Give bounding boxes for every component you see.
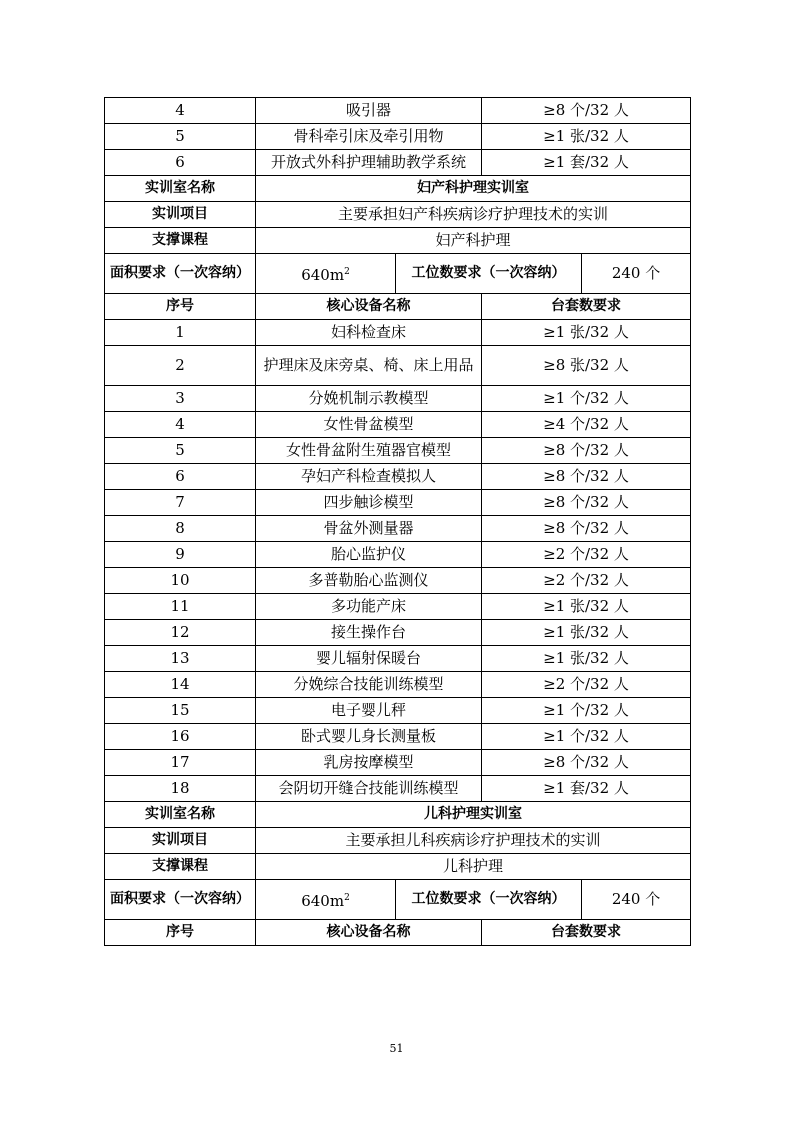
page-number: 51 <box>389 1042 404 1055</box>
header-equipment-name: 核心设备名称 <box>256 920 482 946</box>
equipment-name: 骨科牵引床及牵引用物 <box>256 124 482 150</box>
area-unit-exponent: 2 <box>344 892 350 903</box>
row-label: 实训室名称 <box>105 176 256 202</box>
table-row <box>105 294 691 320</box>
item-number: 9 <box>105 542 256 568</box>
equipment-name: 女性骨盆模型 <box>256 412 482 438</box>
table-row <box>105 464 691 490</box>
quantity-requirement: ≥1 张/32 人 <box>482 620 691 646</box>
row-value: 主要承担妇产科疾病诊疗护理技术的实训 <box>256 202 691 228</box>
header-number: 序号 <box>105 294 256 320</box>
quantity-requirement: ≥8 个/32 人 <box>482 490 691 516</box>
row-label: 支撑课程 <box>105 854 256 880</box>
area-number: 640m <box>301 891 345 910</box>
header-equipment-name: 核心设备名称 <box>256 294 482 320</box>
table-row <box>105 698 691 724</box>
area-label: 面积要求（一次容纳） <box>105 880 256 920</box>
equipment-name: 分娩机制示教模型 <box>256 386 482 412</box>
table-row <box>105 854 691 880</box>
item-number: 4 <box>105 98 256 124</box>
table-row <box>105 776 691 802</box>
equipment-name: 骨盆外测量器 <box>256 516 482 542</box>
equipment-name: 女性骨盆附生殖器官模型 <box>256 438 482 464</box>
equipment-name: 妇科检查床 <box>256 320 482 346</box>
row-value: 主要承担儿科疾病诊疗护理技术的实训 <box>256 828 691 854</box>
quantity-requirement: ≥1 个/32 人 <box>482 724 691 750</box>
table-row <box>105 320 691 346</box>
header-number: 序号 <box>105 920 256 946</box>
table-row <box>105 516 691 542</box>
equipment-name: 会阴切开缝合技能训练模型 <box>256 776 482 802</box>
item-number: 11 <box>105 594 256 620</box>
equipment-name: 接生操作台 <box>256 620 482 646</box>
quantity-requirement: ≥2 个/32 人 <box>482 672 691 698</box>
table-row <box>105 724 691 750</box>
table-row <box>105 124 691 150</box>
equipment-name: 多功能产床 <box>256 594 482 620</box>
item-number: 18 <box>105 776 256 802</box>
row-label: 实训项目 <box>105 202 256 228</box>
quantity-requirement: ≥8 个/32 人 <box>482 438 691 464</box>
quantity-requirement: ≥1 张/32 人 <box>482 124 691 150</box>
quantity-requirement: ≥8 个/32 人 <box>482 464 691 490</box>
area-value <box>256 254 396 294</box>
equipment-name: 四步触诊模型 <box>256 490 482 516</box>
station-label: 工位数要求（一次容纳） <box>396 880 582 920</box>
row-value: 妇产科护理 <box>256 228 691 254</box>
quantity-requirement: ≥8 个/32 人 <box>482 750 691 776</box>
equipment-name: 吸引器 <box>256 98 482 124</box>
row-label: 实训室名称 <box>105 802 256 828</box>
item-number: 12 <box>105 620 256 646</box>
table-row <box>105 412 691 438</box>
quantity-requirement: ≥1 张/32 人 <box>482 594 691 620</box>
station-value: 240 个 <box>582 254 691 294</box>
row-label: 实训项目 <box>105 828 256 854</box>
area-label: 面积要求（一次容纳） <box>105 254 256 294</box>
table-row <box>105 646 691 672</box>
header-quantity: 台套数要求 <box>482 920 691 946</box>
quantity-requirement: ≥1 套/32 人 <box>482 776 691 802</box>
item-number: 5 <box>105 438 256 464</box>
equipment-name: 多普勒胎心监测仪 <box>256 568 482 594</box>
item-number: 2 <box>105 346 256 386</box>
table-row <box>105 386 691 412</box>
equipment-name: 胎心监护仪 <box>256 542 482 568</box>
station-label: 工位数要求（一次容纳） <box>396 254 582 294</box>
table-row <box>105 542 691 568</box>
table-row <box>105 750 691 776</box>
item-number: 15 <box>105 698 256 724</box>
row-value: 儿科护理 <box>256 854 691 880</box>
item-number: 6 <box>105 464 256 490</box>
quantity-requirement: ≥8 个/32 人 <box>482 98 691 124</box>
area-number: 640m <box>301 265 345 284</box>
table-row <box>105 254 691 294</box>
table-row <box>105 176 691 202</box>
table-row <box>105 828 691 854</box>
quantity-requirement: ≥4 个/32 人 <box>482 412 691 438</box>
quantity-requirement: ≥1 套/32 人 <box>482 150 691 176</box>
quantity-requirement: ≥1 张/32 人 <box>482 646 691 672</box>
table-row <box>105 594 691 620</box>
table-row <box>105 228 691 254</box>
equipment-name: 电子婴儿秤 <box>256 698 482 724</box>
equipment-name: 卧式婴儿身长测量板 <box>256 724 482 750</box>
equipment-name: 开放式外科护理辅助教学系统 <box>256 150 482 176</box>
item-number: 17 <box>105 750 256 776</box>
quantity-requirement: ≥8 张/32 人 <box>482 346 691 386</box>
equipment-name: 孕妇产科检查模拟人 <box>256 464 482 490</box>
table-row <box>105 880 691 920</box>
quantity-requirement: ≥8 个/32 人 <box>482 516 691 542</box>
quantity-requirement: ≥1 个/32 人 <box>482 698 691 724</box>
item-number: 6 <box>105 150 256 176</box>
station-value: 240 个 <box>582 880 691 920</box>
area-value <box>256 880 396 920</box>
equipment-name: 护理床及床旁桌、椅、床上用品 <box>256 346 482 386</box>
table-row <box>105 438 691 464</box>
item-number: 3 <box>105 386 256 412</box>
item-number: 13 <box>105 646 256 672</box>
quantity-requirement: ≥2 个/32 人 <box>482 542 691 568</box>
item-number: 1 <box>105 320 256 346</box>
equipment-name: 分娩综合技能训练模型 <box>256 672 482 698</box>
item-number: 14 <box>105 672 256 698</box>
item-number: 16 <box>105 724 256 750</box>
table-row <box>105 98 691 124</box>
row-value: 儿科护理实训室 <box>256 802 691 828</box>
table-row <box>105 802 691 828</box>
equipment-table <box>104 97 691 946</box>
item-number: 5 <box>105 124 256 150</box>
area-unit-exponent: 2 <box>344 266 350 277</box>
row-label: 支撑课程 <box>105 228 256 254</box>
table-row <box>105 672 691 698</box>
row-value: 妇产科护理实训室 <box>256 176 691 202</box>
header-quantity: 台套数要求 <box>482 294 691 320</box>
table-row <box>105 620 691 646</box>
table-row <box>105 568 691 594</box>
quantity-requirement: ≥2 个/32 人 <box>482 568 691 594</box>
quantity-requirement: ≥1 个/32 人 <box>482 386 691 412</box>
item-number: 10 <box>105 568 256 594</box>
item-number: 7 <box>105 490 256 516</box>
item-number: 4 <box>105 412 256 438</box>
equipment-name: 婴儿辐射保暖台 <box>256 646 482 672</box>
table-row <box>105 346 691 386</box>
quantity-requirement: ≥1 张/32 人 <box>482 320 691 346</box>
table-row <box>105 150 691 176</box>
table-row <box>105 202 691 228</box>
equipment-name: 乳房按摩模型 <box>256 750 482 776</box>
table-row <box>105 920 691 946</box>
table-row <box>105 490 691 516</box>
item-number: 8 <box>105 516 256 542</box>
